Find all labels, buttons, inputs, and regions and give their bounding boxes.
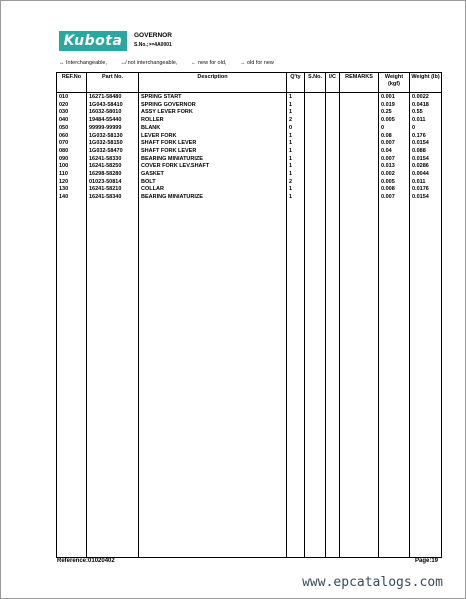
serial-range: S.No.;>=4A0001: [134, 42, 172, 48]
cell-description: SPRING GOVERNOR: [139, 102, 287, 110]
cell-serial-no: [305, 140, 326, 148]
cell-ic: [326, 186, 340, 194]
cell-ic: [326, 163, 340, 171]
cell-weight-lb: 0.0022: [410, 94, 442, 102]
empty-cell: [139, 202, 287, 558]
cell-part-no: 1G043-58410: [87, 102, 139, 110]
cell-weight-lb: 0.088: [410, 148, 442, 156]
cell-weight-lb: 0.0044: [410, 171, 442, 179]
cell-part-no: 16298-58280: [87, 171, 139, 179]
cell-ic: [326, 140, 340, 148]
cell-ic: [326, 94, 340, 102]
cell-ref-no: 060: [57, 133, 87, 141]
section-title: GOVERNOR: [134, 32, 172, 39]
website-watermark[interactable]: www.epcatalogs.com: [302, 575, 443, 590]
cell-remarks: [340, 186, 379, 194]
cell-serial-no: [305, 156, 326, 164]
legend-interchangeable: ↔ Interchangeable,: [59, 60, 108, 66]
cell-remarks: [340, 148, 379, 156]
cell-weight-kgf: 0.001: [379, 94, 410, 102]
cell-ref-no: 120: [57, 179, 87, 187]
cell-description: ASSY LEVER FORK: [139, 109, 287, 117]
table-row: [57, 109, 442, 117]
cell-ic: [326, 194, 340, 202]
cell-qty: 1: [287, 94, 305, 102]
cell-part-no: 16241-58210: [87, 186, 139, 194]
cell-weight-kgf: 0.013: [379, 163, 410, 171]
cell-remarks: [340, 156, 379, 164]
legend-new-for-old: ← new for old,: [190, 60, 227, 66]
cell-qty: 1: [287, 163, 305, 171]
cell-qty: 1: [287, 109, 305, 117]
cell-ref-no: 030: [57, 109, 87, 117]
cell-part-no: 1G032-58150: [87, 140, 139, 148]
col-ic: I/C: [326, 73, 340, 93]
empty-cell: [287, 202, 305, 558]
table-row: [57, 94, 442, 102]
cell-ic: [326, 171, 340, 179]
cell-weight-kgf: 0.002: [379, 171, 410, 179]
cell-part-no: 16032-58010: [87, 109, 139, 117]
table-row: [57, 171, 442, 179]
table-row: [57, 140, 442, 148]
cell-weight-kgf: 0.005: [379, 179, 410, 187]
col-weight-lb: Weight (lb): [410, 73, 442, 93]
table-row: [57, 148, 442, 156]
cell-remarks: [340, 102, 379, 110]
table-row: [57, 163, 442, 171]
legend-old-for-new: → old for new: [239, 60, 274, 66]
cell-part-no: 19484-55440: [87, 117, 139, 125]
cell-description: COLLAR: [139, 186, 287, 194]
cell-weight-kgf: 0.25: [379, 109, 410, 117]
cell-weight-lb: 0.0154: [410, 194, 442, 202]
cell-remarks: [340, 163, 379, 171]
col-remarks: REMARKS: [340, 73, 379, 93]
cell-description: ROLLER: [139, 117, 287, 125]
cell-weight-kgf: 0.008: [379, 186, 410, 194]
cell-weight-lb: 0: [410, 125, 442, 133]
parts-table-body: [57, 93, 442, 558]
cell-weight-lb: 0.0154: [410, 156, 442, 164]
cell-ic: [326, 125, 340, 133]
cell-weight-lb: 0.0154: [410, 140, 442, 148]
cell-weight-kgf: 0.007: [379, 194, 410, 202]
col-serial-no: S.No.: [305, 73, 326, 93]
cell-ref-no: 110: [57, 171, 87, 179]
cell-weight-lb: 0.0176: [410, 186, 442, 194]
empty-cell: [87, 202, 139, 558]
cell-remarks: [340, 117, 379, 125]
cell-ic: [326, 148, 340, 156]
cell-serial-no: [305, 117, 326, 125]
cell-qty: 2: [287, 117, 305, 125]
table-row: [57, 133, 442, 141]
cell-ref-no: 080: [57, 148, 87, 156]
cell-part-no: 01023-50814: [87, 179, 139, 187]
cell-qty: 1: [287, 171, 305, 179]
cell-ic: [326, 109, 340, 117]
cell-weight-kgf: 0.04: [379, 148, 410, 156]
cell-weight-lb: 0.0418: [410, 102, 442, 110]
cell-qty: 1: [287, 194, 305, 202]
cell-qty: 1: [287, 133, 305, 141]
cell-weight-kgf: 0.007: [379, 140, 410, 148]
cell-weight-lb: 0.55: [410, 109, 442, 117]
cell-description: COVER FORK LEV.SHAFT: [139, 163, 287, 171]
cell-part-no: 1G032-58470: [87, 148, 139, 156]
cell-weight-kgf: 0.08: [379, 133, 410, 141]
cell-ref-no: 010: [57, 94, 87, 102]
cell-serial-no: [305, 94, 326, 102]
legend-not-interchangeable: ↮ not interchangeable,: [120, 60, 178, 66]
col-weight-kgf: Weight (kgf): [379, 73, 410, 93]
cell-description: BEARING MINIATURIZE: [139, 194, 287, 202]
col-ref-no: REF.No: [57, 73, 87, 93]
kubota-logo: Kubota: [59, 31, 127, 51]
cell-qty: 2: [287, 179, 305, 187]
cell-qty: 0: [287, 125, 305, 133]
cell-serial-no: [305, 148, 326, 156]
cell-remarks: [340, 109, 379, 117]
table-row: [57, 117, 442, 125]
empty-cell: [340, 202, 379, 558]
table-row: [57, 186, 442, 194]
cell-serial-no: [305, 102, 326, 110]
cell-description: SPRING START: [139, 94, 287, 102]
cell-description: LEVER FORK: [139, 133, 287, 141]
cell-remarks: [340, 133, 379, 141]
empty-cell: [326, 202, 340, 558]
table-filler-row: [57, 202, 442, 558]
cell-part-no: 16241-58330: [87, 156, 139, 164]
col-qty: Q'ty: [287, 73, 305, 93]
cell-description: SHAFT FORK LEVER: [139, 148, 287, 156]
cell-serial-no: [305, 194, 326, 202]
cell-weight-lb: 0.176: [410, 133, 442, 141]
cell-ref-no: 100: [57, 163, 87, 171]
cell-ref-no: 070: [57, 140, 87, 148]
empty-cell: [305, 202, 326, 558]
cell-ref-no: 050: [57, 125, 87, 133]
table-row: [57, 156, 442, 164]
cell-description: GASKET: [139, 171, 287, 179]
col-part-no: Part No.: [87, 73, 139, 93]
cell-serial-no: [305, 163, 326, 171]
cell-ic: [326, 133, 340, 141]
cell-weight-kgf: 0.005: [379, 117, 410, 125]
cell-part-no: 1G032-58130: [87, 133, 139, 141]
table-row: [57, 125, 442, 133]
empty-cell: [410, 202, 442, 558]
cell-description: SHAFT FORK LEVER: [139, 140, 287, 148]
cell-remarks: [340, 194, 379, 202]
cell-weight-kgf: 0.019: [379, 102, 410, 110]
cell-ic: [326, 117, 340, 125]
empty-cell: [379, 202, 410, 558]
cell-weight-kgf: 0: [379, 125, 410, 133]
table-row: [57, 102, 442, 110]
cell-ref-no: 140: [57, 194, 87, 202]
empty-cell: [57, 202, 87, 558]
cell-qty: 1: [287, 186, 305, 194]
cell-qty: 1: [287, 148, 305, 156]
cell-serial-no: [305, 179, 326, 187]
cell-part-no: 16241-58250: [87, 163, 139, 171]
cell-serial-no: [305, 133, 326, 141]
cell-serial-no: [305, 125, 326, 133]
reference-number: Reference:01020402: [57, 558, 115, 564]
cell-part-no: 16241-58340: [87, 194, 139, 202]
cell-qty: 1: [287, 156, 305, 164]
cell-description: BEARING MINIATURIZE: [139, 156, 287, 164]
cell-remarks: [340, 171, 379, 179]
cell-ref-no: 040: [57, 117, 87, 125]
cell-weight-kgf: 0.007: [379, 156, 410, 164]
cell-weight-lb: 0.011: [410, 179, 442, 187]
cell-ref-no: 020: [57, 102, 87, 110]
cell-weight-lb: 0.011: [410, 117, 442, 125]
cell-ic: [326, 102, 340, 110]
cell-ic: [326, 179, 340, 187]
cell-ic: [326, 156, 340, 164]
table-row: [57, 179, 442, 187]
col-description: Description: [139, 73, 287, 93]
cell-qty: 1: [287, 102, 305, 110]
cell-serial-no: [305, 109, 326, 117]
interchange-legend: [59, 60, 286, 66]
cell-description: BOLT: [139, 179, 287, 187]
table-row: [57, 194, 442, 202]
page-number: Page:19: [414, 558, 438, 564]
cell-part-no: 99999-99999: [87, 125, 139, 133]
cell-remarks: [340, 94, 379, 102]
cell-description: BLANK: [139, 125, 287, 133]
cell-remarks: [340, 125, 379, 133]
cell-ref-no: 090: [57, 156, 87, 164]
cell-serial-no: [305, 171, 326, 179]
cell-ref-no: 130: [57, 186, 87, 194]
cell-remarks: [340, 179, 379, 187]
parts-table: [56, 72, 442, 558]
cell-weight-lb: 0.0286: [410, 163, 442, 171]
cell-qty: 1: [287, 140, 305, 148]
table-header-row: [57, 73, 442, 93]
cell-serial-no: [305, 186, 326, 194]
cell-part-no: 16271-58480: [87, 94, 139, 102]
cell-remarks: [340, 140, 379, 148]
